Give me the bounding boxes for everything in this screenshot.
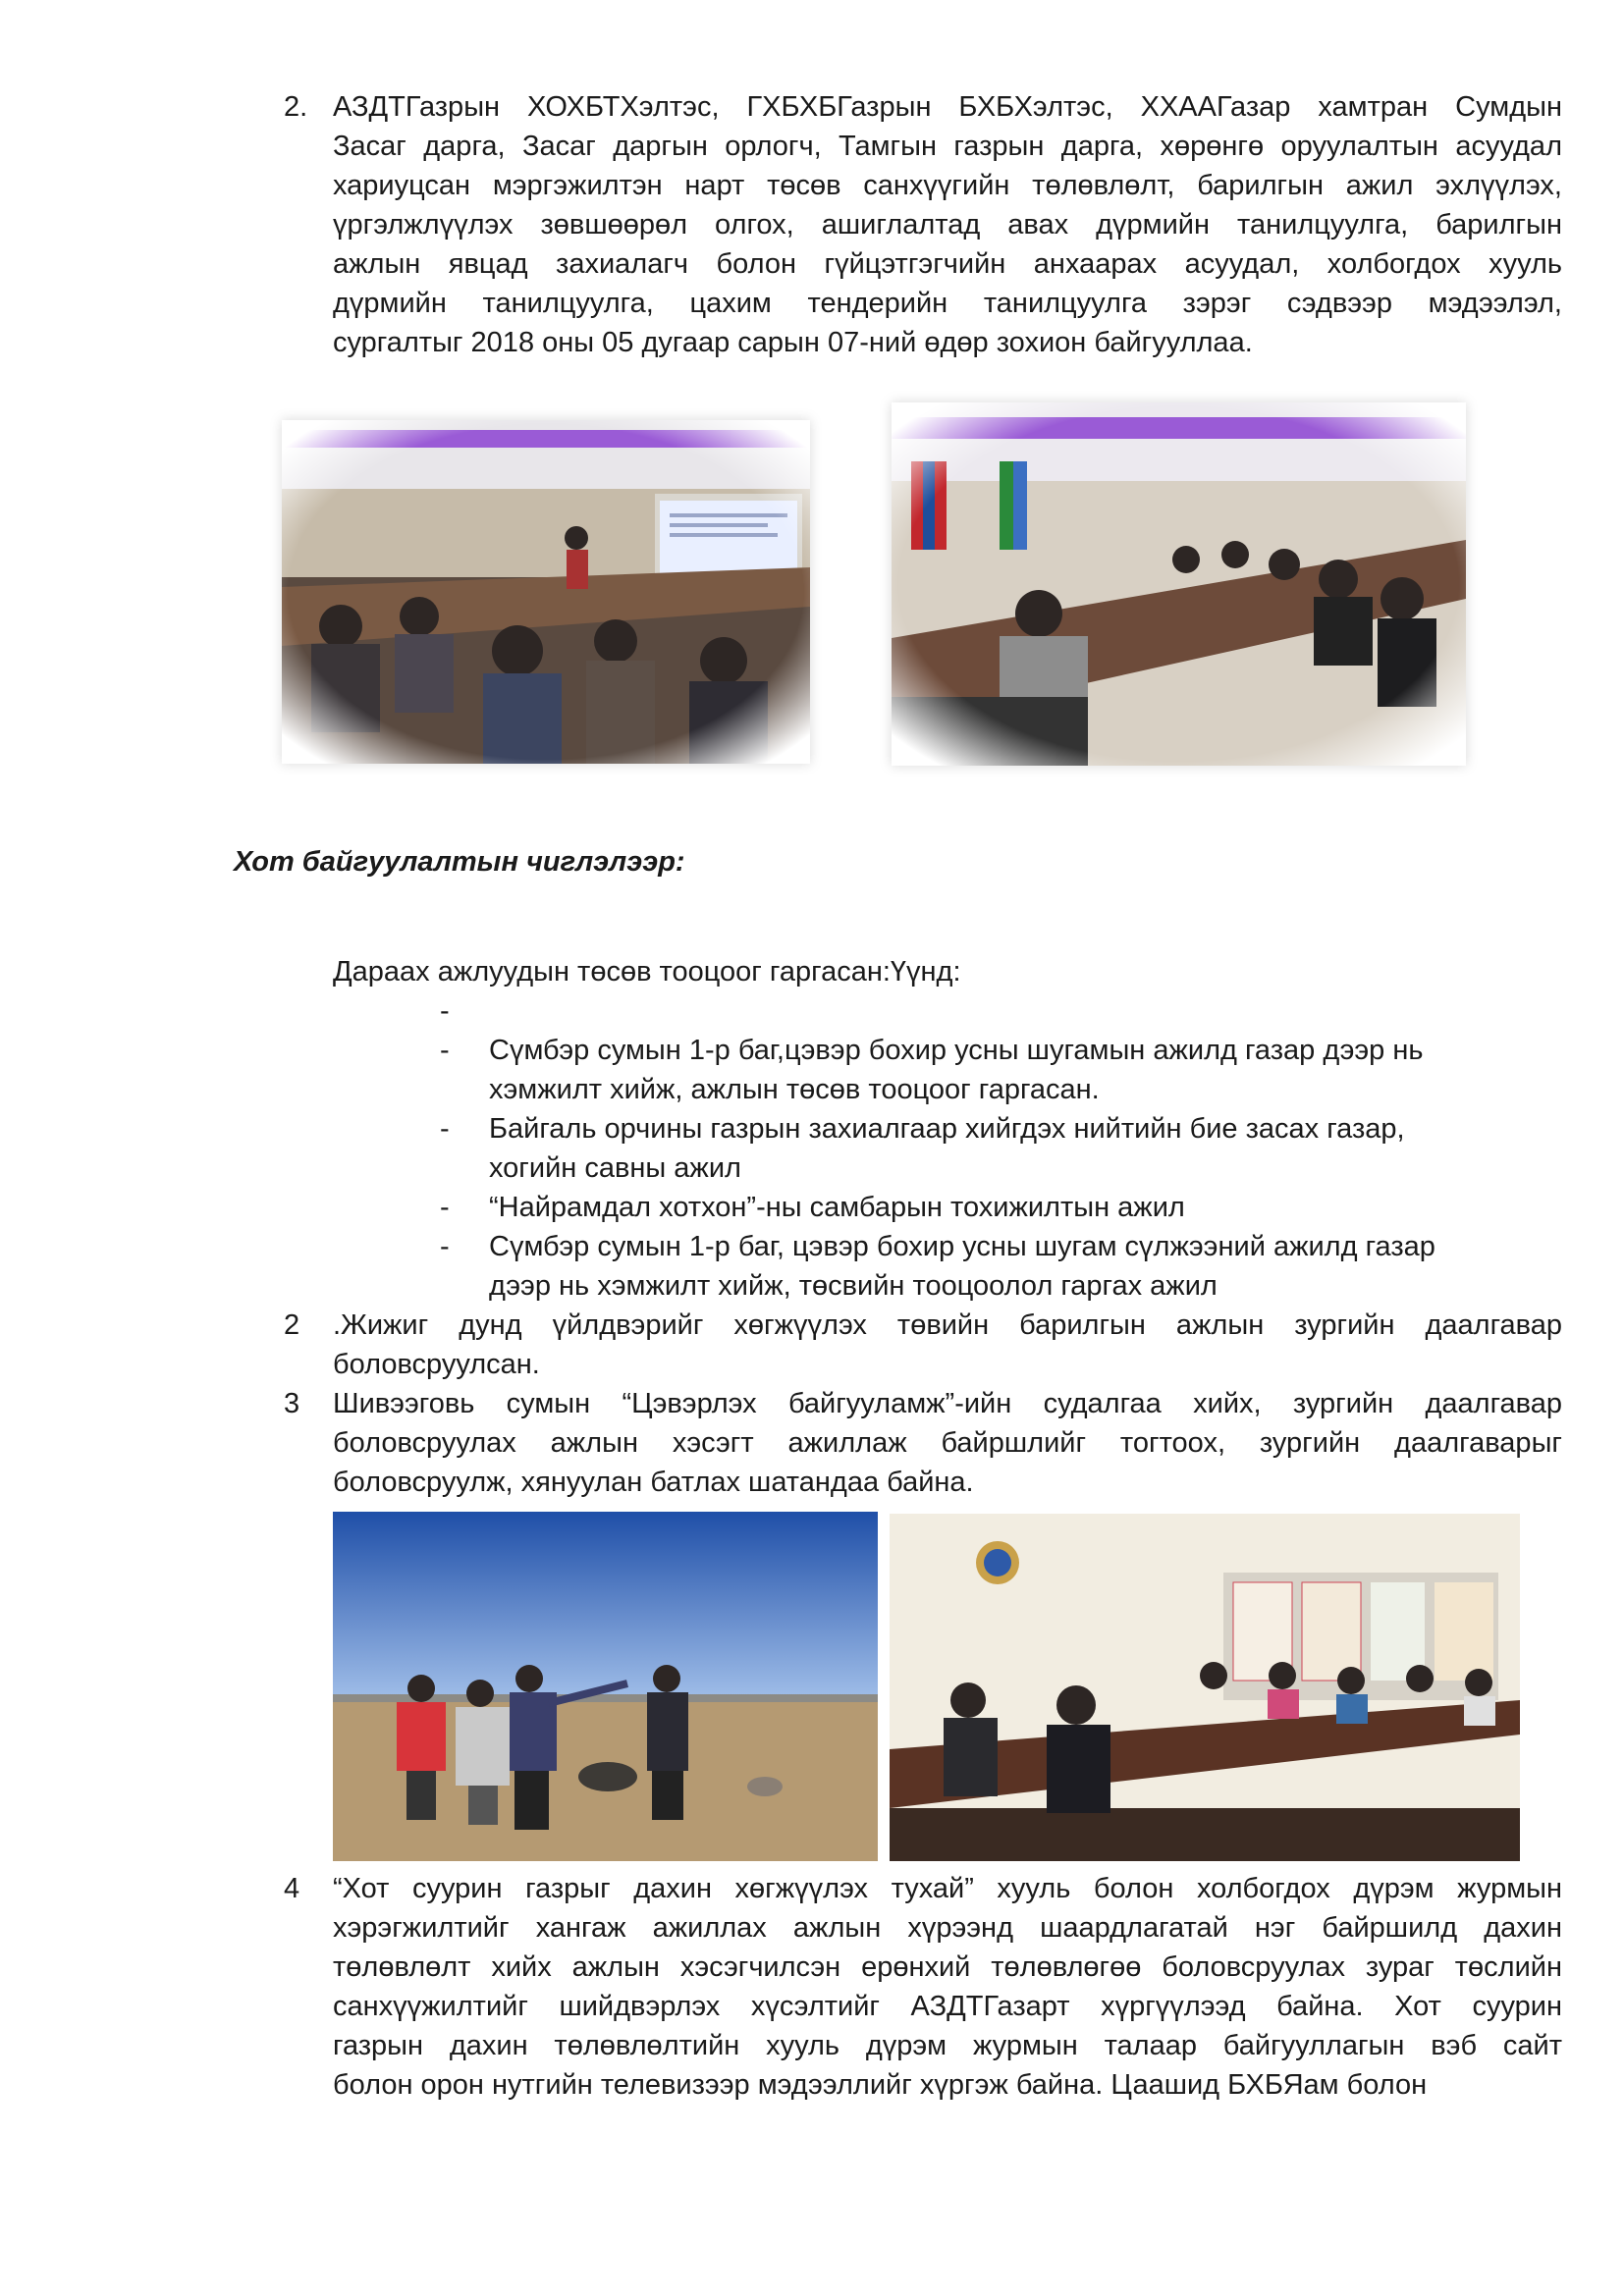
text-line: санхүүжилтийг шийдвэрлэх хүсэлтийг АЗДТГазарт хүргүүлээд байна. Хот суурин — [333, 1991, 1562, 2022]
paragraph-treatment-plant — [333, 1384, 1562, 1502]
text-line: Шивээговь сумын “Цэвэрлэх байгууламж”-ийн судалгаа хийх, зургийн даалгавар — [333, 1388, 1562, 1419]
text-line: болон орон нутгийн телевизээр мэдээллийг хүргэж байна. Цаашид БХБЯам болон — [333, 2069, 1428, 2101]
list-number-4: 4 — [284, 1873, 300, 1904]
text-line: .Жижиг дунд үйлдвэрийг хөгжүүлэх төвийн барилгын ажлын зургийн даалгавар — [333, 1309, 1562, 1341]
bullet-item — [489, 1188, 1185, 1227]
text-line: газрын дахин төлөвлөлтийн хууль дүрэм журмын талаар байгууллагын вэб сайт — [333, 2030, 1562, 2061]
field-survey-photo — [333, 1512, 878, 1861]
text-line: дүрмийн танилцуулга, цахим тендерийн танилцуулга зэрэг сэдвээр мэдээлэл, — [333, 288, 1562, 319]
paragraph-urban-redevelopment — [333, 1869, 1562, 2105]
text-line: боловсруулж, хянуулан батлах шатандаа байна. — [333, 1467, 974, 1498]
bullet-line: “Найрамдал хотхон”-ны самбарын тохижилтын ажил — [489, 1192, 1185, 1223]
office-meeting-photo — [890, 1514, 1520, 1861]
text-line: хариуцсан мэргэжилтэн нарт төсөв санхүүгийн төлөвлөлт, барилгын ажил эхлүүлэх, — [333, 170, 1562, 201]
text-line: Засаг дарга, Засаг даргын орлогч, Тамгын газрын дарга, хөрөнгө оруулалтын асуудал — [333, 131, 1562, 162]
bullet-dash: - — [440, 1113, 450, 1145]
text-line: хэрэгжилтийг хангаж ажиллах ажлын хүрээнд шаардлагатай нэг байршилд дахин — [333, 1912, 1562, 1944]
section-heading: Хот байгуулалтын чиглэлээр: — [234, 846, 685, 878]
bullet-item — [489, 1109, 1405, 1188]
text-line: үргэлжлүүлэх зөвшөөрөл олгох, ашиглалтад авах дүрмийн танилцуулга, барилгын — [333, 209, 1562, 240]
intro-text: Дараах ажлуудын төсөв тооцоог гаргасан:Үүнд: — [333, 956, 961, 988]
bullet-line: хогийн савны ажил — [489, 1152, 741, 1184]
paragraph-training — [333, 87, 1562, 362]
text-line: ажлын явцад захиалагч болон гүйцэтгэгчийн анхаарах асуудал, холбогдох хууль — [333, 248, 1562, 280]
text-line: боловсруулах ажлын хэсэгт ажиллаж байршлийг тогтоох, зургийн даалгаварыг — [333, 1427, 1562, 1459]
paragraph-sme-center — [333, 1306, 1562, 1384]
list-number-2: 2. — [284, 91, 308, 123]
bullet-dash-empty: - — [440, 995, 450, 1027]
bullet-dash: - — [440, 1192, 450, 1223]
bullet-dash: - — [440, 1035, 450, 1066]
text-line: боловсруулсан. — [333, 1349, 540, 1380]
bullet-line: хэмжилт хийж, ажлын төсөв тооцоог гаргасан. — [489, 1074, 1100, 1105]
bullet-line: Сүмбэр сумын 1-р баг, цэвэр бохир усны шугам сүлжээний ажилд газар — [489, 1231, 1435, 1262]
text-line: АЗДТГазрын ХОХБТХэлтэс, ГХБХБГазрын БХБХэлтэс, ХХААГазар хамтран Сумдын — [333, 91, 1562, 123]
bullet-dash: - — [440, 1231, 450, 1262]
meeting-room-training-photo — [282, 420, 810, 764]
text-line: “Хот суурин газрыг дахин хөгжүүлэх тухай” хууль болон холбогдох дүрэм журмын — [333, 1873, 1562, 1904]
bullet-line: Байгаль орчины газрын захиалгаар хийгдэх нийтийн бие засах газар, — [489, 1113, 1405, 1145]
bullet-line: дээр нь хэмжилт хийж, төсвийн тооцоолол гаргах ажил — [489, 1270, 1218, 1302]
list-number-2b: 2 — [284, 1309, 300, 1341]
meeting-table-flags-photo — [892, 402, 1466, 766]
list-number-3: 3 — [284, 1388, 300, 1419]
bullet-line: Сүмбэр сумын 1-р баг,цэвэр бохир усны шугамын ажилд газар дээр нь — [489, 1035, 1424, 1066]
bullet-item — [489, 1031, 1424, 1109]
text-line: төлөвлөлт хийх ажлын хэсэгчилсэн ерөнхий төлөвлөгөө боловсруулах зураг төслийн — [333, 1951, 1562, 1983]
text-line: сургалтыг 2018 оны 05 дугаар сарын 07-ний өдөр зохион байгууллаа. — [333, 327, 1253, 358]
bullet-item — [489, 1227, 1435, 1306]
